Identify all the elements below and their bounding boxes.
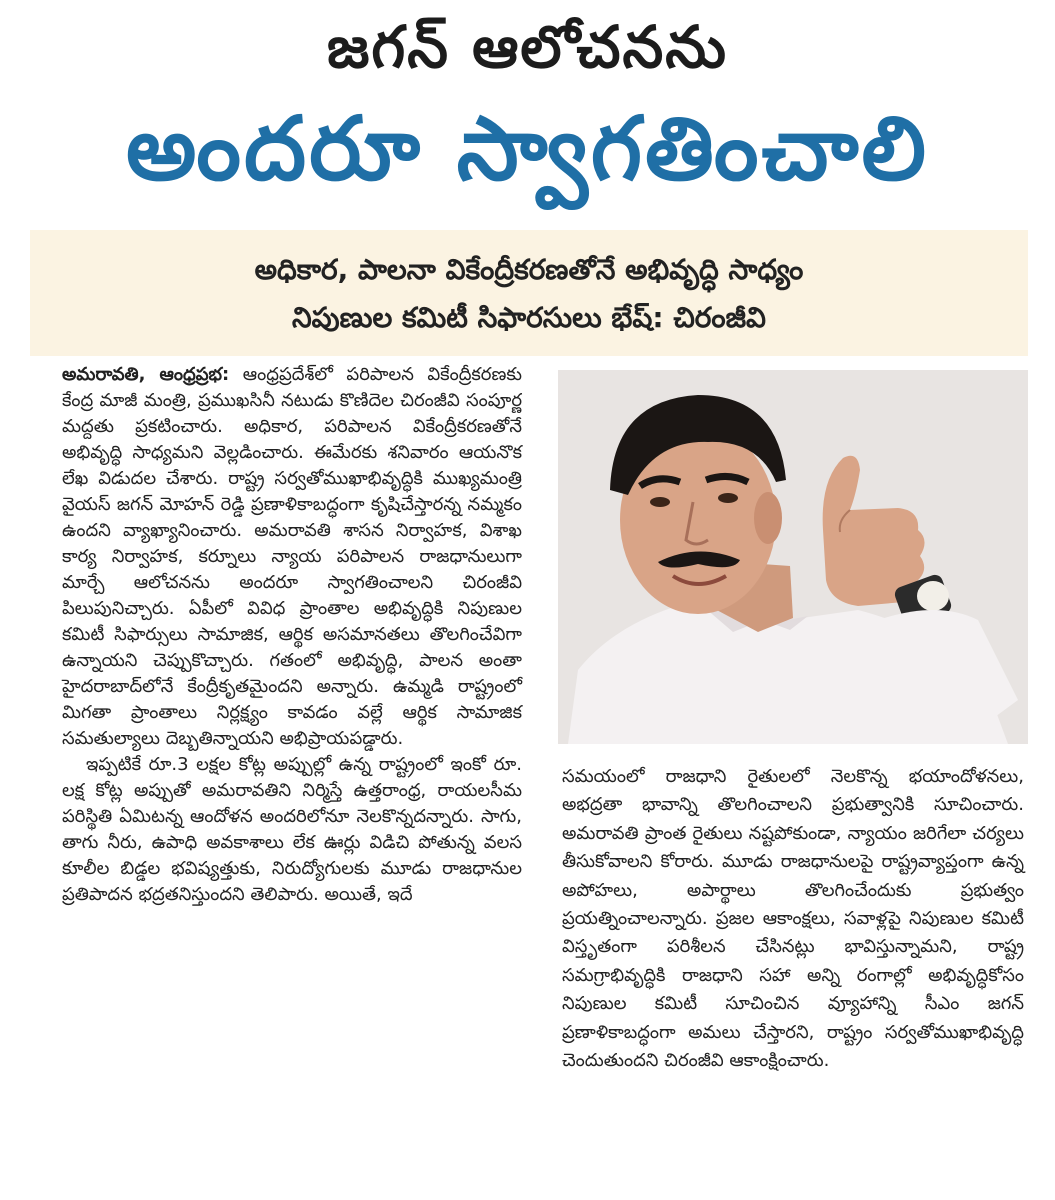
paragraph-1-text: ఆంధ్రప్రదేశ్‌లో పరిపాలన వికేంద్రీకరణకు కేంద్ర మాజీ మంత్రి, ప్రముఖసినీ నటుడు కొణిదెల చిరంజీవి సంపూర్ణ మద్దతు ప్రకటించారు. అధికార, పరిపాలన వికేంద్రీకరణతోనే అభివృద్ధి సాధ్యమని వెల్లడించారు. ఈమేరకు శనివారం ఆయనొక లేఖ విడుదల చేశారు. రాష్ట్ర సర్వతోముఖాభివృద్ధికి ముఖ్యమంత్రి వైయస్ జగన్ మోహన్ రెడ్డి ప్రణాళికాబద్ధంగా కృషిచేస్తారన్న నమ్మకం ఉందని వ్యాఖ్యానించారు. అమరావతి శాసన నిర్వాహక, విశాఖ కార్య నిర్వాహక, కర్నూలు న్యాయ పరిపాలన రాజధానులుగా మార్చే ఆలోచనను అందరూ స్వాగతించాలని చిరంజీవి పిలుపునిచ్చారు. ఏపీలో వివిధ ప్రాంతాల అభివృద్ధికి నిపుణుల కమిటీ సిఫార్సులు సామాజిక, ఆర్థిక అసమానతలు తొలగించేవిగా ఉన్నాయని చెప్పుకొచ్చారు. గతంలో అభివృద్ధి, పాలన అంతా హైదరాబాద్‌లోనే కేంద్రీకృతమైందని అన్నారు. ఉమ్మడి రాష్ట్రంలో మిగతా ప్రాంతాలు నిర్లక్ష్యం కావడం వల్లే ఆర్థిక సామాజిక సమతుల్యాలు దెబ్బతిన్నాయని అభిప్రాయపడ్డారు. [62, 364, 522, 749]
article-left-column [62, 362, 522, 908]
article-right-column [562, 763, 1024, 1075]
portrait-photo [558, 370, 1028, 744]
article-paragraph-3: సమయంలో రాజధాని రైతులలో నెలకొన్న భయాందోళనలు, అభద్రతా భావాన్ని తొలగించాలని ప్రభుత్వానికి సూచించారు. అమరావతి ప్రాంత రైతులు నష్టపోకుండా, న్యాయం జరిగేలా చర్యలు తీసుకోవాలని కోరారు. మూడు రాజధానులపై రాష్ట్రవ్యాప్తంగా ఉన్న అపోహలు, అపార్థాలు తొలగించేందుకు ప్రభుత్వం ప్రయత్నించాలన్నారు. ప్రజల ఆకాంక్షలు, సవాళ్లపై నిపుణుల కమిటీ విస్తృతంగా పరిశీలన చేసినట్లు భావిస్తున్నామని, రాష్ట్ర సమగ్రాభివృద్ధికి రాజధాని సహా అన్ని రంగాల్లో అభివృద్ధికోసం నిపుణుల కమిటీ సూచించిన వ్యూహాన్ని సీఎం జగన్ ప్రణాళికాబద్ధంగా అమలు చేస్తారని, రాష్ట్రం సర్వతోముఖాభివృద్ధి చెందుతుందని చిరంజీవి ఆకాంక్షించారు. [562, 766, 1024, 1072]
main-headline: అందరూ స్వాగతించాలి [125, 97, 930, 200]
portrait-illustration [558, 370, 1028, 744]
dateline: అమరావతి, ఆంధ్రప్రభ: [62, 364, 230, 385]
kicker-headline: జగన్ ఆలోచనను [327, 13, 728, 81]
subheadline-line-2: నిపుణుల కమిటీ సిఫారసులు భేష్: చిరంజీవి [292, 301, 766, 334]
subheadline-line-1: అధికార, పాలనా వికేంద్రీకరణతోనే అభివృద్ధి సాధ్యం [254, 253, 804, 286]
subheadline-box [30, 230, 1028, 356]
article-paragraph-1 [62, 362, 522, 752]
article-paragraph-2: ఇప్పటికే రూ.3 లక్షల కోట్ల అప్పుల్లో ఉన్న రాష్ట్రంలో ఇంకో రూ. లక్ష కోట్ల అప్పుతో అమరావతిని నిర్మిస్తే ఉత్తరాంధ్ర, రాయలసీమ పరిస్థితి ఏమిటన్న ఆందోళన అందరిలోనూ నెలకొన్నదన్నారు. సాగు, తాగు నీరు, ఉపాధి అవకాశాలు లేక ఊర్లు విడిచి పోతున్న వలస కూలీల బిడ్డల భవిష్యత్తుకు, నిరుద్యోగులకు మూడు రాజధానుల ప్రతిపాదన భద్రతనిస్తుందని తెలిపారు. అయితే, ఇదే [62, 754, 522, 905]
